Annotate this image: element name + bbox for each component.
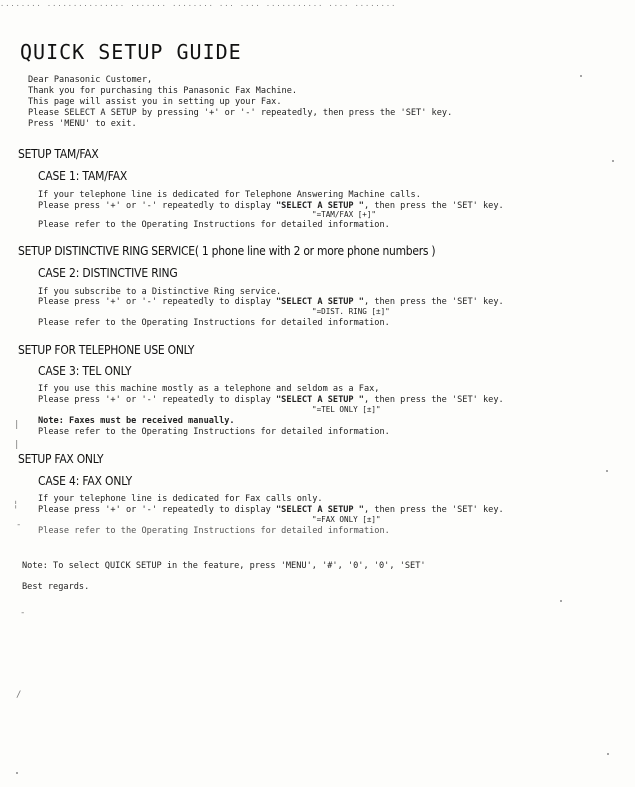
scan-speck — [560, 600, 562, 602]
case-ring-instruction — [38, 297, 504, 307]
display-submenu-ring: "=DIST. RING [±]" — [312, 307, 390, 316]
case-tam-reference: Please refer to the Operating Instructions for detailed information. — [38, 220, 390, 230]
instruction-text: Please press '+' or '-' repeatedly to display — [38, 297, 276, 307]
case-heading-tam: CASE 1: TAM/FAX — [38, 168, 128, 183]
section-heading-fax: SETUP FAX ONLY — [18, 451, 104, 466]
case-heading-fax: CASE 4: FAX ONLY — [38, 473, 132, 488]
case-tel-note: Note: Faxes must be received manually. — [38, 416, 235, 426]
case-tel-description: If you use this machine mostly as a telephone and seldom as a Fax, — [38, 384, 380, 394]
intro-thanks: Thank you for purchasing this Panasonic Fax Machine. — [28, 86, 298, 96]
case-tam-description: If your telephone line is dedicated for Telephone Answering Machine calls. — [38, 190, 421, 200]
scan-speck — [16, 772, 18, 774]
instruction-tail: , then press the 'SET' key. — [363, 505, 504, 515]
instruction-tail: , then press the 'SET' key. — [363, 201, 504, 211]
display-text: "SELECT A SETUP " — [276, 201, 364, 211]
instruction-text: Please press '+' or '-' repeatedly to display — [38, 201, 276, 211]
scan-mark: - — [16, 520, 22, 530]
case-heading-distinctive-ring: CASE 2: DISTINCTIVE RING — [38, 265, 178, 280]
header-strip: ........ ............... ....... ........ ... .... ........... .... ........ — [0, 0, 397, 8]
footer-note: Note: To select QUICK SETUP in the feature, press 'MENU', '#', '0', '0', 'SET' — [22, 561, 426, 571]
case-fax-instruction — [38, 505, 504, 515]
footer-regards: Best regards. — [22, 582, 90, 592]
case-fax-description: If your telephone line is dedicated for Fax calls only. — [38, 494, 323, 504]
instruction-tail: , then press the 'SET' key. — [363, 297, 504, 307]
scan-mark: | — [14, 420, 20, 430]
scan-speck — [606, 470, 608, 472]
display-text: "SELECT A SETUP " — [276, 505, 364, 515]
case-tel-instruction — [38, 395, 504, 405]
case-ring-reference: Please refer to the Operating Instructions for detailed information. — [38, 318, 390, 328]
intro-instructions: Please SELECT A SETUP by pressing '+' or '-' repeatedly, then press the 'SET' key. — [28, 108, 453, 118]
section-heading-telephone: SETUP FOR TELEPHONE USE ONLY — [18, 342, 195, 357]
instruction-text: Please press '+' or '-' repeatedly to display — [38, 395, 276, 405]
scan-speck — [580, 75, 582, 77]
case-fax-reference: Please refer to the Operating Instructions for detailed information. — [38, 526, 390, 536]
intro-assist: This page will assist you in setting up your Fax. — [28, 97, 282, 107]
section-heading-tam: SETUP TAM/FAX — [18, 146, 99, 161]
section-heading-distinctive-ring: SETUP DISTINCTIVE RING SERVICE( 1 phone line with 2 or more phone numbers ) — [18, 243, 436, 258]
scan-mark: - — [20, 608, 26, 618]
case-ring-description: If you subscribe to a Distinctive Ring service. — [38, 287, 282, 297]
display-text: "SELECT A SETUP " — [276, 395, 364, 405]
case-tam-instruction — [38, 201, 504, 211]
scan-mark: | — [14, 440, 20, 450]
display-submenu-fax: "=FAX ONLY [±]" — [312, 515, 381, 524]
case-heading-tel: CASE 3: TEL ONLY — [38, 363, 132, 378]
instruction-tail: , then press the 'SET' key. — [363, 395, 504, 405]
scan-speck — [607, 753, 609, 755]
intro-exit: Press 'MENU' to exit. — [28, 119, 137, 129]
display-submenu-tel: "=TEL ONLY [±]" — [312, 405, 381, 414]
intro-greeting: Dear Panasonic Customer, — [28, 75, 153, 85]
scan-mark: ¦ — [13, 500, 19, 510]
page-title: QUICK SETUP GUIDE — [20, 40, 242, 64]
case-tel-reference: Please refer to the Operating Instructions for detailed information. — [38, 427, 390, 437]
display-submenu-tam: "=TAM/FAX [+]" — [312, 210, 377, 219]
instruction-text: Please press '+' or '-' repeatedly to display — [38, 505, 276, 515]
display-text: "SELECT A SETUP " — [276, 297, 364, 307]
scan-mark: / — [16, 690, 22, 700]
scan-speck — [612, 160, 614, 162]
